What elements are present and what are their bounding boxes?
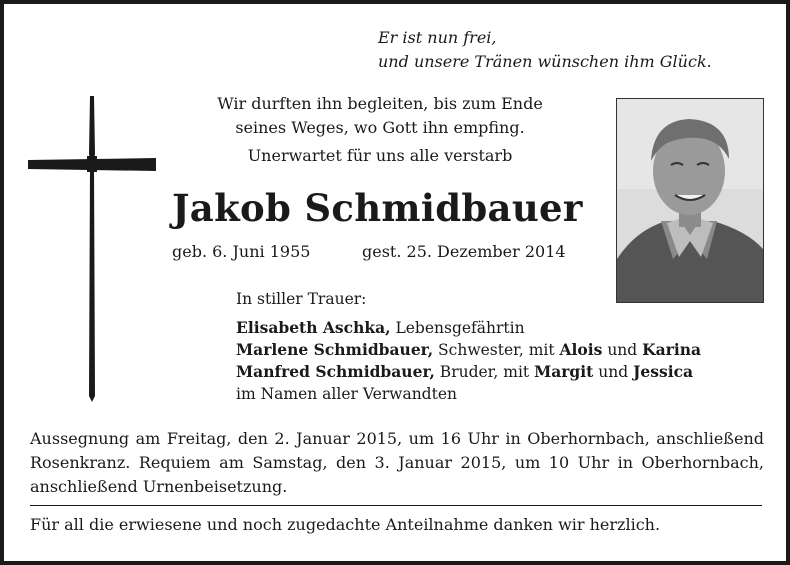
mourner-conjunction: und <box>602 341 643 359</box>
intro-text: Unerwartet für uns alle verstarb <box>247 146 513 165</box>
divider <box>30 505 762 506</box>
motto-line-2: und unsere Tränen wünschen ihm Glück. <box>378 52 712 71</box>
mourner-relation: Lebensgefährtin <box>390 319 525 337</box>
mourner-relation: Schwester, mit <box>433 341 560 359</box>
verse-line-2: seines Weges, wo Gott ihn empfing. <box>235 118 525 137</box>
mourner-name: Manfred Schmidbauer, <box>236 362 435 381</box>
mourner-partner: Margit <box>534 362 594 381</box>
mourner-line <box>236 317 701 339</box>
thanks-text: Für all die erwiesene und noch zugedachte Anteilnahme danken wir herzlich. <box>30 515 661 534</box>
mourners-heading: In stiller Trauer: <box>236 290 367 308</box>
birth-date: geb. 6. Juni 1955 <box>172 242 311 261</box>
mourner-name: Marlene Schmidbauer, <box>236 340 434 359</box>
portrait-illustration <box>617 99 763 302</box>
cross-icon <box>28 96 156 402</box>
service-details: Aussegnung am Freitag, den 2. Januar 2015, um 16 Uhr in Oberhornbach, anschließend Rosenkranz. Requiem am Samstag, den 3. Januar 2015, um 10 Uhr in Oberhornbach, anschließend Urnenbeisetzung. <box>30 429 764 496</box>
deceased-name: Jakob Schmidbauer <box>172 186 583 230</box>
spacer <box>236 310 701 317</box>
motto <box>378 26 712 74</box>
mourner-child: Jessica <box>633 362 694 381</box>
mourner-child: Karina <box>642 340 702 359</box>
mourner-line <box>236 339 701 361</box>
mourner-line <box>236 361 701 383</box>
mourner-name: Elisabeth Aschka, <box>236 318 391 337</box>
mourner-relation: Bruder, mit <box>434 363 535 381</box>
mourner-partner: Alois <box>559 340 603 359</box>
portrait-photo <box>616 98 764 303</box>
verse-line-1: Wir durften ihn begleiten, bis zum Ende <box>217 94 543 113</box>
mourners-block <box>236 288 701 405</box>
mourners-closing: im Namen aller Verwandten <box>236 385 457 403</box>
death-date: gest. 25. Dezember 2014 <box>362 242 566 261</box>
mourner-conjunction: und <box>593 363 634 381</box>
motto-line-1: Er ist nun frei, <box>378 28 497 47</box>
verse <box>170 92 590 140</box>
